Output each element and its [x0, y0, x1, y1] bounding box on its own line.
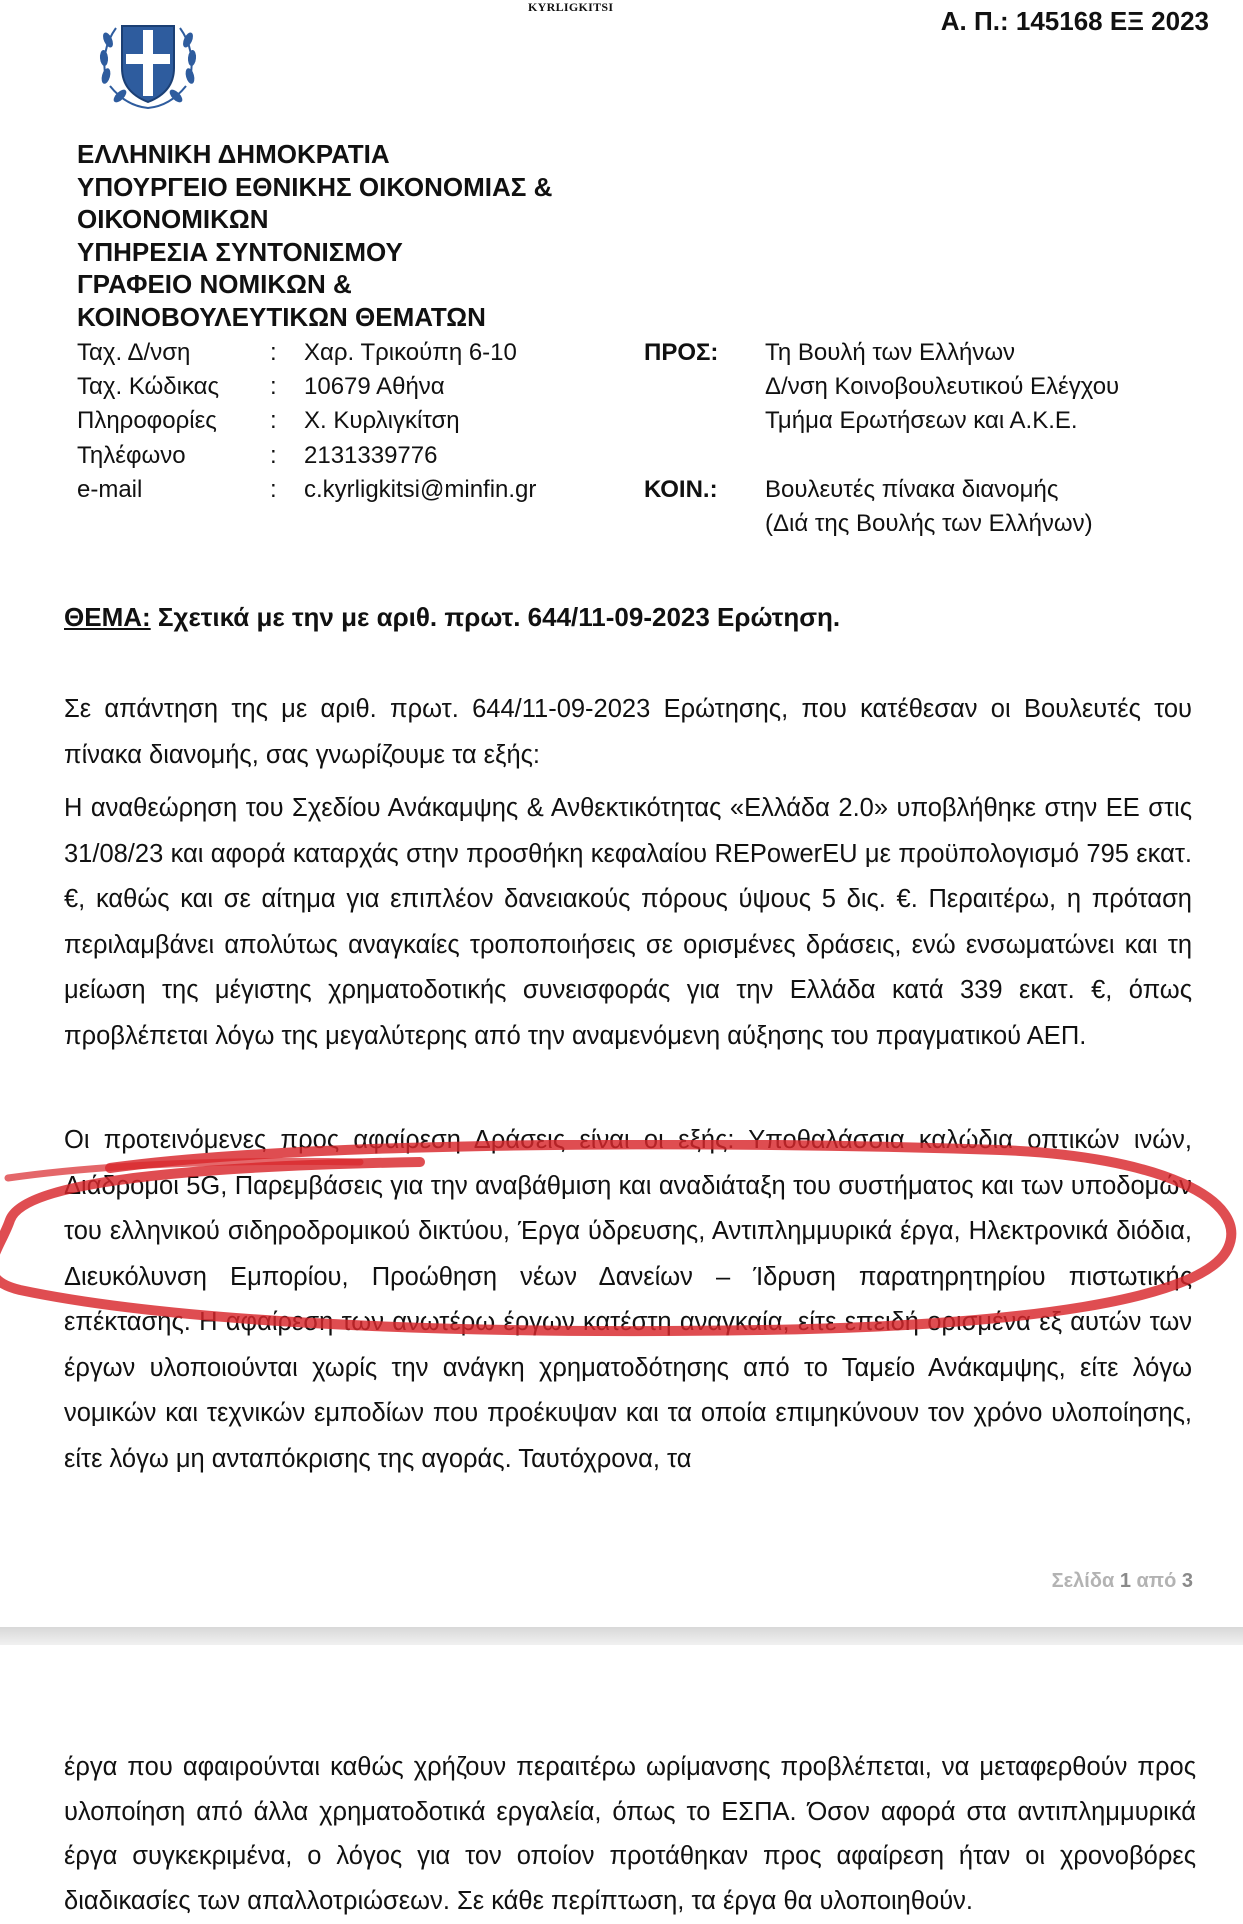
- contact-label: Ταχ. Δ/νση: [77, 339, 191, 366]
- protocol-number: Α. Π.: 145168 ΕΞ 2023: [940, 6, 1209, 36]
- page-current: 1: [1119, 1570, 1131, 1592]
- contact-postcode: 10679 Αθήνα: [304, 373, 445, 401]
- subject-label: ΘΕΜΑ:: [64, 602, 151, 632]
- contact-phone: 2131339776: [304, 441, 438, 469]
- greek-coat-of-arms-icon: [96, 10, 200, 114]
- contact-label: Ταχ. Κώδικας: [77, 373, 220, 401]
- contact-labels: [77, 336, 219, 507]
- contact-address: Χαρ. Τρικούπη 6-10: [304, 339, 517, 366]
- org-line: ΕΛΛΗΝΙΚΗ ΔΗΜΟΚΡΑΤΙΑ: [77, 139, 390, 169]
- body-paragraph: Οι προτεινόμενες προς αφαίρεση Δράσεις είναι οι εξής: Υποθαλάσσια καλώδια οπτικών ινών, Διάδρομοι 5G, Παρεμβάσεις για την αναβάθμιση και αναδιάταξη του συστήματος και των υποδομών του ελληνικού σιδηροδρομικού δικτύου, Έργα ύδρευσης, Αντιπλημμυρικά έργα, Ηλεκτρονικά διόδια, Διευκόλυνση Εμπορίου, Προώθηση νέων Δανείων – Ίδρυση παρατηρητηρίου πιστωτικής επέκτασης. Η αφαίρεση των ανωτέρω έργων κατέστη αναγκαία, είτε επειδή ορισμένα εξ αυτών των έργων υλοποιούνται χωρίς την ανάγκη χρηματοδότησης από το Ταμείο Ανάκαμψης, είτε λόγω νομικών και τεχνικών εμποδίων που προέκυψαν και τα οποία επιμηκύνουν τον χρόνο υλοποίησης, είτε λόγω μη ανταπόκρισης της αγοράς. Ταυτόχρονα, τα: [64, 1126, 1192, 1473]
- cc-line: (Διά της Βουλής των Ελλήνων): [765, 510, 1093, 538]
- handwritten-name-stamp: KYRLIGKITSI: [528, 0, 614, 14]
- to-label: ΠΡΟΣ:: [644, 339, 719, 366]
- cc-recipients: [765, 473, 1093, 541]
- contact-colons: [270, 336, 277, 507]
- cc-label: ΚΟΙΝ.:: [644, 476, 718, 503]
- body-paragraph: Η αναθεώρηση του Σχεδίου Ανάκαμψης & Ανθεκτικότητας «Ελλάδα 2.0» υποβλήθηκε στην ΕΕ στις 31/08/23 και αφορά καταρχάς στην προσθήκη κεφαλαίου REPowerEU με προϋπολογισμό 795 εκατ. €, καθώς και σε αίτημα για επιπλέον δανειακούς πόρους ύψους 5 δις. €. Περαιτέρω, η πρόταση περιλαμβάνει απολύτως αναγκαίες τροποποιήσεις σε ορισμένες δράσεις, ενώ ενσωματώνει και τη μείωση της μέγιστης χρηματοδοτικής συνεισφοράς για την Ελλάδα κατά 339 εκατ. €, όπως προβλέπεται λόγω της μεγαλύτερης από την αναμενόμενη αύξησης του πραγματικού ΑΕΠ.: [64, 794, 1192, 1050]
- page-separator: [0, 1627, 1243, 1645]
- org-line: ΥΠΗΡΕΣΙΑ ΣΥΝΤΟΝΙΣΜΟΥ: [77, 236, 403, 267]
- subject-line: [64, 602, 840, 633]
- page-total: 3: [1181, 1570, 1193, 1592]
- org-line: ΚΟΙΝΟΒΟΥΛΕΥΤΙΚΩΝ ΘΕΜΑΤΩΝ: [77, 301, 486, 332]
- recipient-line: Δ/νση Κοινοβουλευτικού Ελέγχου: [765, 373, 1120, 401]
- contact-person: Χ. Κυρλιγκίτση: [304, 407, 460, 435]
- organization-header: [77, 138, 552, 333]
- contact-email: c.kyrligkitsi@minfin.gr: [304, 475, 537, 503]
- org-line: ΥΠΟΥΡΓΕΙΟ ΕΘΝΙΚΗΣ ΟΙΚΟΝΟΜΙΑΣ &: [77, 171, 553, 202]
- contact-values: [304, 336, 536, 507]
- colon: :: [270, 475, 277, 503]
- contact-label: Πληροφορίες: [77, 407, 217, 435]
- page-of: από: [1130, 1570, 1182, 1592]
- to-recipients: [765, 336, 1119, 439]
- colon: :: [270, 373, 277, 401]
- colon: :: [270, 339, 277, 366]
- org-line: ΓΡΑΦΕΙΟ ΝΟΜΙΚΩΝ &: [77, 269, 352, 299]
- body-paragraph: έργα που αφαιρούνται καθώς χρήζουν περαιτέρω ωρίμανσης προβλέπεται, να μεταφερθούν προς υλοποίηση από άλλα χρηματοδοτικά εργαλεία, όπως το ΕΣΠΑ. Όσον αφορά στα αντιπλημμυρικά έργα συγκεκριμένα, ο λόγος για τον οποίον προτάθηκαν προς αφαίρεση ήταν οι χρονοβόρες διαδικασίες των απαλλοτριώσεων. Σε κάθε περίπτωση, τα έργα θα υλοποιηθούν.: [64, 1753, 1196, 1916]
- recipient-line: Τμήμα Ερωτήσεων και Α.Κ.Ε.: [765, 407, 1078, 435]
- org-line: ΟΙΚΟΝΟΜΙΚΩΝ: [77, 204, 269, 234]
- page-word: Σελίδα: [1051, 1570, 1120, 1592]
- body-paragraph: Σε απάντηση της με αριθ. πρωτ. 644/11-09-2023 Ερώτησης, που κατέθεσαν οι Βουλευτές του πίνακα διανομής, σας γνωρίζουμε τα εξής:: [64, 695, 1192, 769]
- colon: :: [270, 441, 277, 469]
- contact-label: Τηλέφωνο: [77, 441, 186, 469]
- subject-text: Σχετικά με την με αριθ. πρωτ. 644/11-09-2023 Ερώτηση.: [150, 602, 841, 632]
- recipient-line: Τη Βουλή των Ελλήνων: [765, 339, 1016, 366]
- contact-label: e-mail: [77, 475, 143, 503]
- colon: :: [270, 407, 277, 435]
- cc-line: Βουλευτές πίνακα διανομής: [765, 476, 1059, 503]
- page-number: [1052, 1570, 1193, 1593]
